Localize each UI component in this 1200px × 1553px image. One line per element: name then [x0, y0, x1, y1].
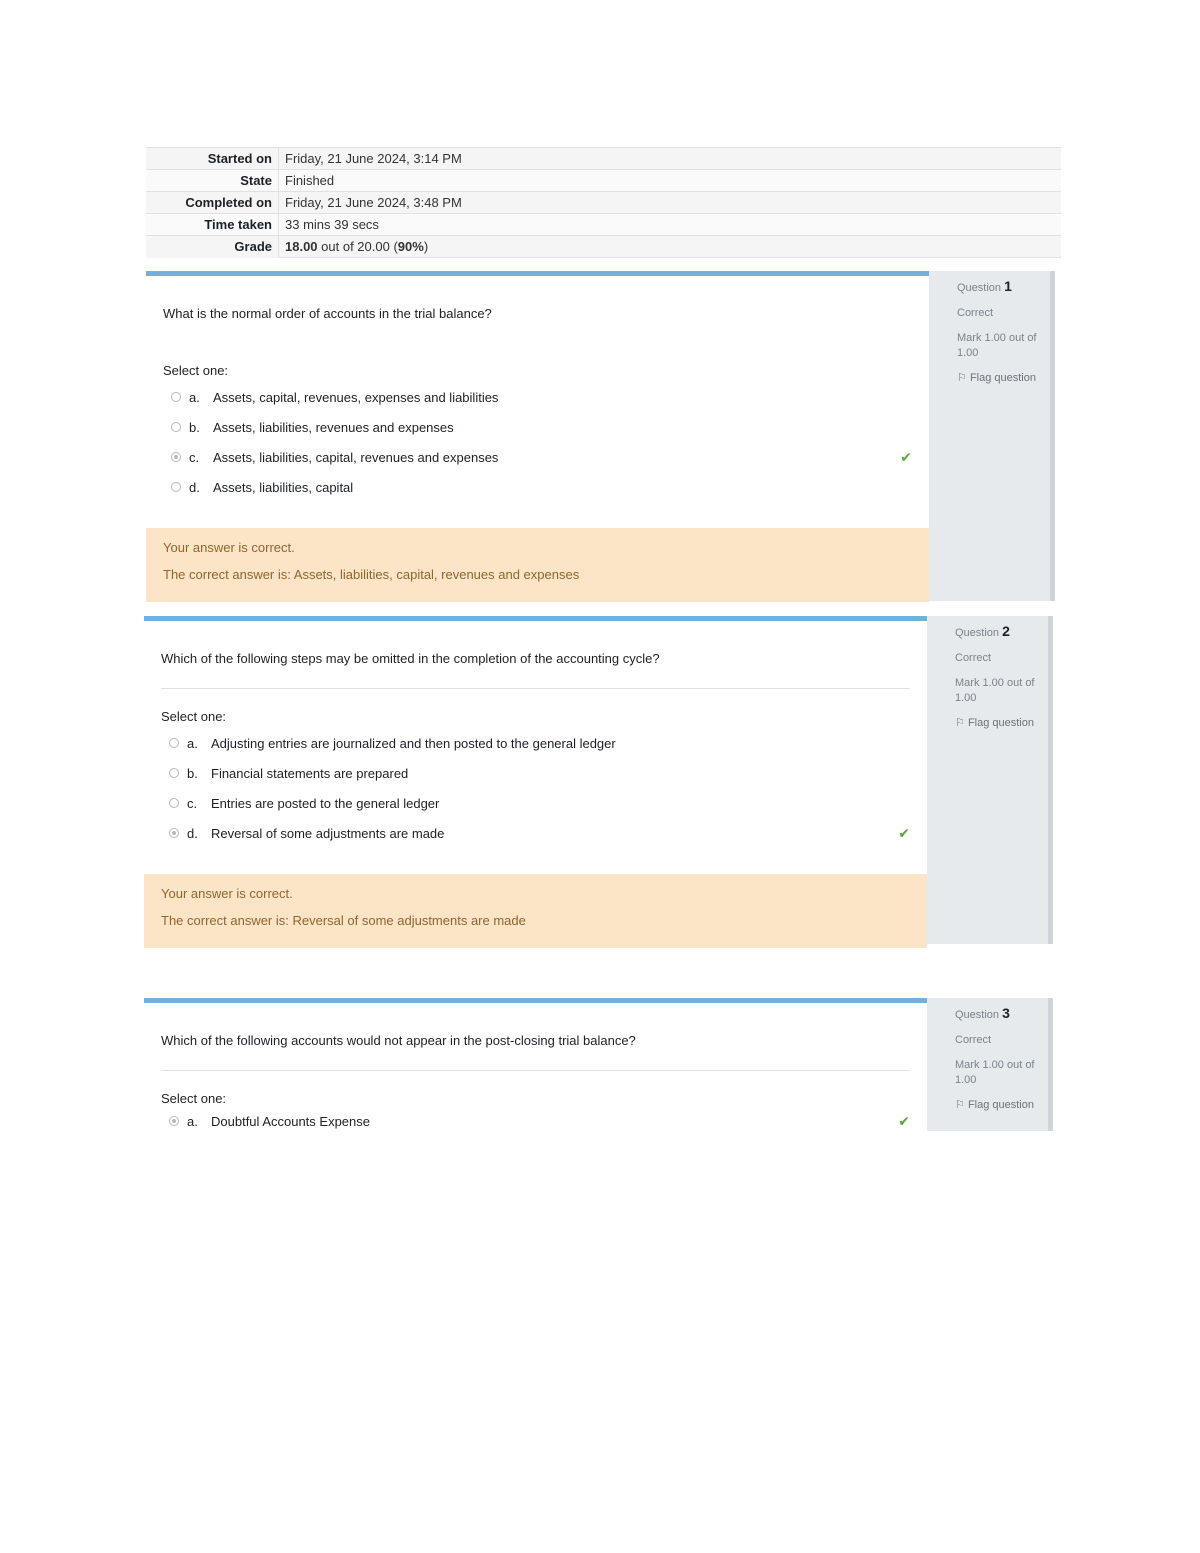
option-text: Doubtful Accounts Expense: [211, 1113, 370, 1129]
summary-row: [146, 148, 1061, 170]
radio-button[interactable]: [171, 392, 181, 402]
option-text: Assets, capital, revenues, expenses and liabilities: [213, 389, 499, 405]
option-letter: d.: [189, 479, 200, 495]
answer-option[interactable]: [161, 788, 910, 818]
grade-value: [279, 236, 1062, 258]
question-formulation: [144, 621, 927, 848]
flag-question-link[interactable]: [955, 716, 1048, 731]
summary-label: State: [146, 170, 279, 192]
answer-option[interactable]: [163, 472, 912, 502]
question-number-value: 3: [1002, 1005, 1010, 1021]
grade-percent: 90%: [397, 239, 424, 254]
question-number-label: Question: [955, 627, 1000, 639]
select-prompt: Select one:: [163, 363, 229, 378]
flag-icon: ⚐: [955, 1099, 965, 1111]
question-number-label: Question: [957, 282, 1002, 294]
radio-button[interactable]: [171, 482, 181, 492]
question-number: [955, 1006, 1048, 1023]
correct-check-icon: ✔: [900, 448, 912, 465]
question-content: [144, 616, 927, 944]
radio-button[interactable]: [171, 422, 181, 432]
radio-button-checked[interactable]: [169, 828, 179, 838]
feedback-box: [144, 874, 927, 948]
question-text: Which of the following steps may be omitted in the completion of the accounting cycle?: [161, 621, 910, 689]
option-letter: a.: [187, 1113, 198, 1129]
option-text: Assets, liabilities, revenues and expenses: [213, 419, 454, 435]
question-number-value: 2: [1002, 623, 1010, 639]
question-info: [927, 998, 1053, 1131]
summary-value: Friday, 21 June 2024, 3:14 PM: [279, 148, 1062, 170]
question-state: Correct: [957, 307, 994, 319]
radio-button[interactable]: [169, 768, 179, 778]
question-content: [144, 998, 927, 1131]
feedback-text: Your answer is correct.: [163, 540, 295, 555]
select-prompt: Select one:: [161, 1091, 227, 1106]
feedback-text: Your answer is correct.: [161, 886, 293, 901]
answer-option-selected[interactable]: [163, 442, 912, 472]
correct-check-icon: ✔: [898, 824, 910, 841]
flag-icon: ⚐: [957, 372, 967, 384]
option-text: Reversal of some adjustments are made: [211, 825, 445, 841]
flag-question-link[interactable]: [955, 1098, 1048, 1113]
question-2: [144, 616, 1059, 944]
answer-option-selected[interactable]: [161, 1110, 910, 1131]
answer-option[interactable]: [163, 382, 912, 412]
right-answer-text: The correct answer is: Assets, liabilities, capital, revenues and expenses: [163, 567, 580, 582]
answer-options: [161, 728, 910, 848]
option-letter: b.: [189, 419, 200, 435]
question-number: [955, 624, 1048, 641]
answer-options: [163, 382, 912, 502]
answer-option-selected[interactable]: [161, 818, 910, 848]
summary-label: Time taken: [146, 214, 279, 236]
option-letter: b.: [187, 765, 198, 781]
attempt-summary: [146, 147, 1061, 258]
summary-value: 33 mins 39 secs: [279, 214, 1062, 236]
summary-row: [146, 214, 1061, 236]
question-content: [146, 271, 929, 601]
summary-row: [146, 192, 1061, 214]
question-number-label: Question: [955, 1009, 1000, 1021]
summary-value: Finished: [279, 170, 1062, 192]
option-text: Financial statements are prepared: [211, 765, 409, 781]
correct-check-icon: ✔: [898, 1112, 910, 1129]
flag-icon: ⚐: [955, 717, 965, 729]
question-info: [929, 271, 1055, 601]
summary-label: Started on: [146, 148, 279, 170]
question-number-value: 1: [1004, 278, 1012, 294]
flag-question-link[interactable]: [957, 371, 1050, 386]
answer-option[interactable]: [161, 728, 910, 758]
question-number: [957, 279, 1050, 296]
question-mark: Mark 1.00 out of 1.00: [955, 1059, 1035, 1086]
grade-score: 18.00: [285, 239, 318, 254]
question-text: Which of the following accounts would not appear in the post-closing trial balance?: [161, 1003, 910, 1071]
option-text: Assets, liabilities, capital, revenues and expenses: [213, 449, 499, 465]
select-prompt: Select one:: [161, 709, 227, 724]
question-3: [144, 998, 1059, 1131]
flag-question-label: Flag question: [967, 717, 1034, 729]
right-answer-text: The correct answer is: Reversal of some adjustments are made: [161, 913, 526, 928]
summary-label: Completed on: [146, 192, 279, 214]
option-letter: d.: [187, 825, 198, 841]
radio-button-checked[interactable]: [171, 452, 181, 462]
answer-options: [161, 1110, 910, 1131]
radio-button-checked[interactable]: [169, 1116, 179, 1126]
question-mark: Mark 1.00 out of 1.00: [957, 332, 1037, 359]
question-state: Correct: [955, 652, 992, 664]
grade-label: Grade: [146, 236, 279, 258]
radio-button[interactable]: [169, 798, 179, 808]
question-formulation: [146, 276, 929, 502]
option-letter: a.: [187, 735, 198, 751]
option-text: Entries are posted to the general ledger: [211, 795, 440, 811]
grade-outof: out of 20.00 (: [317, 239, 398, 254]
summary-row: [146, 170, 1061, 192]
feedback-box: [146, 528, 929, 602]
option-letter: c.: [187, 795, 198, 811]
grade-close: ): [423, 239, 429, 254]
flag-question-label: Flag question: [967, 1099, 1034, 1111]
question-1: [146, 271, 1061, 601]
question-text: What is the normal order of accounts in the trial balance?: [163, 306, 492, 321]
answer-option[interactable]: [161, 758, 910, 788]
question-state: Correct: [955, 1034, 992, 1046]
summary-row-grade: [146, 236, 1061, 258]
answer-option[interactable]: [163, 412, 912, 442]
option-text: Assets, liabilities, capital: [213, 479, 354, 495]
question-formulation: [144, 1003, 927, 1131]
question-info: [927, 616, 1053, 944]
radio-button[interactable]: [169, 738, 179, 748]
option-letter: c.: [189, 449, 200, 465]
option-text: Adjusting entries are journalized and then posted to the general ledger: [211, 735, 616, 751]
option-letter: a.: [189, 389, 200, 405]
summary-value: Friday, 21 June 2024, 3:48 PM: [279, 192, 1062, 214]
flag-question-label: Flag question: [969, 372, 1036, 384]
question-mark: Mark 1.00 out of 1.00: [955, 677, 1035, 704]
